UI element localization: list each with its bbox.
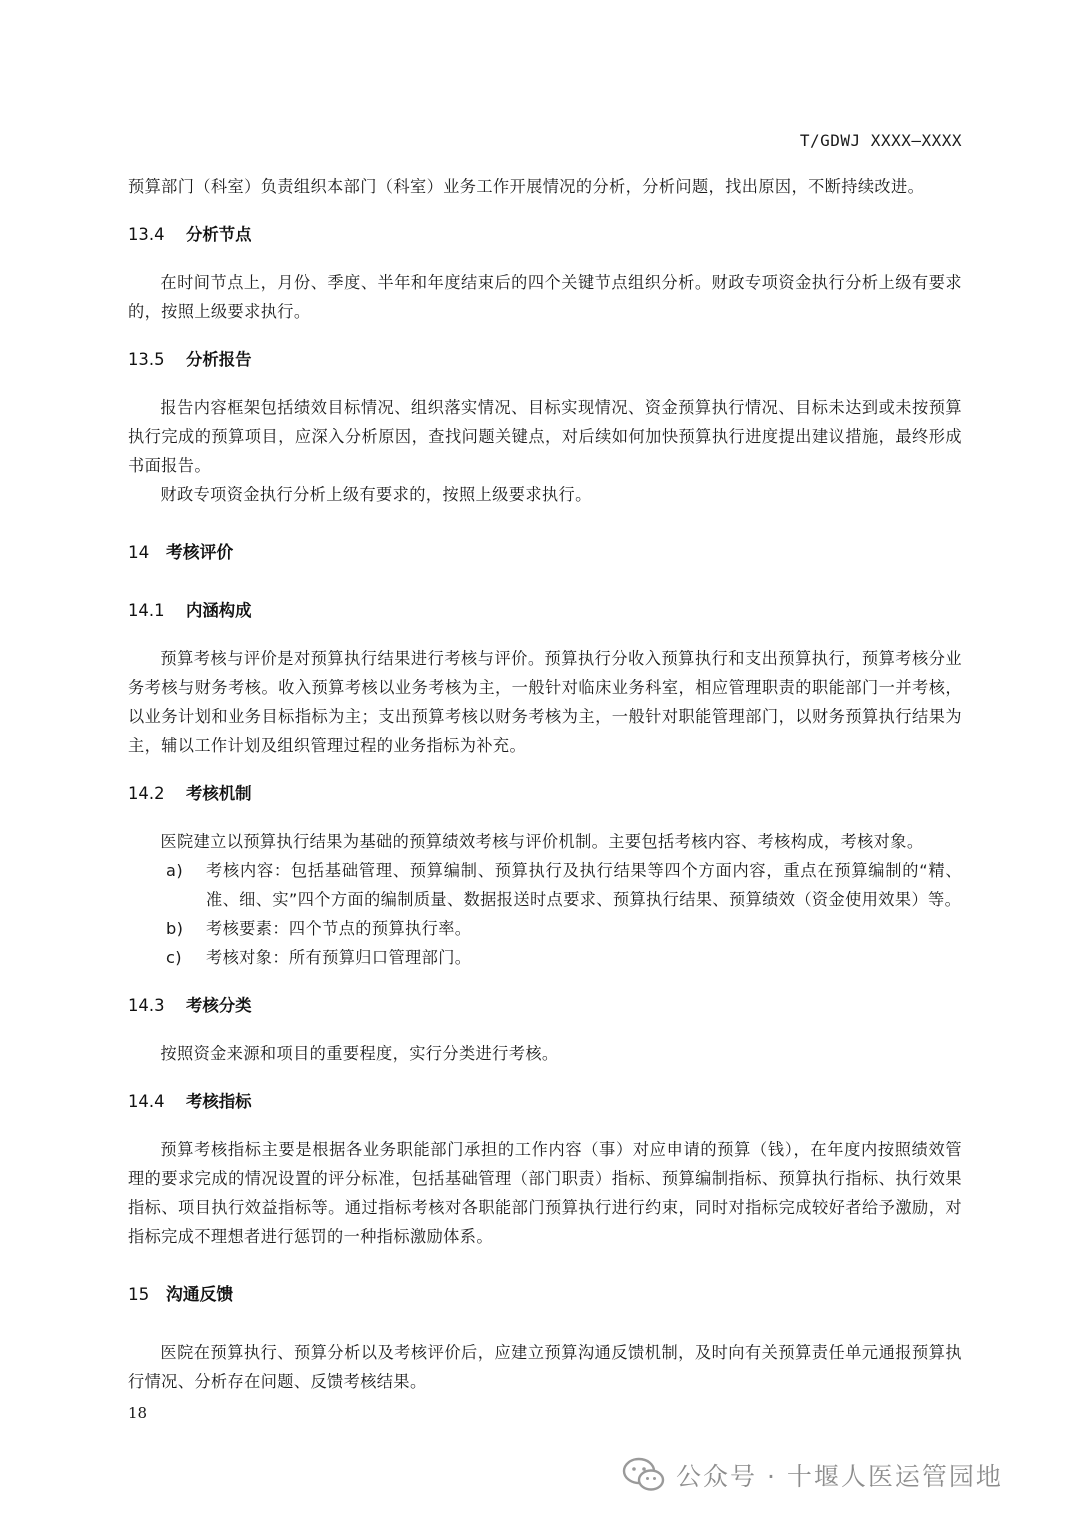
paragraph: 预算考核与评价是对预算执行结果进行考核与评价。预算执行分收入预算执行和支出预算执行，预算考核分业务考核与财务考核。收入预算考核以业务考核为主，一般针对临床业务科室，相应管理职责的职能部门一并考核，以业务计划和业务目标指标为主；支出预算考核以财务考核为主，一般针对职能管理部门，以财务预算执行结果为主，辅以工作计划及组织管理过程的业务指标为补充。 (128, 649, 962, 755)
section-14-4-heading: 14.4 考核指标 (128, 1092, 252, 1111)
paragraph: 医院建立以预算执行结果为基础的预算绩效考核与评价机制。主要包括考核内容、考核构成，考核对象。 (160, 832, 924, 851)
paragraph: 在时间节点上，月份、季度、半年和年度结束后的四个关键节点组织分析。财政专项资金执行分析上级有要求的，按照上级要求执行。 (128, 273, 962, 321)
paragraph-continued: 预算部门（科室）负责组织本部门（科室）业务工作开展情况的分析，分析问题，找出原因，不断持续改进。 (128, 177, 925, 196)
paragraph: 财政专项资金执行分析上级有要求的，按照上级要求执行。 (160, 485, 592, 504)
chapter-15-heading: 15 沟通反馈 (128, 1284, 234, 1304)
section-14-2-heading: 14.2 考核机制 (128, 784, 252, 803)
list-item: a) 考核内容：包括基础管理、预算编制、预算执行及执行结果等四个方面内容，重点在预算编制的“精、准、细、实”四个方面的编制质量、数据报送时点要求、预算执行结果、预算绩效（资金使用效果）等。 (166, 861, 962, 909)
section-13-5-heading: 13.5 分析报告 (128, 350, 252, 369)
watermark (622, 1452, 1003, 1498)
paragraph: 按照资金来源和项目的重要程度，实行分类进行考核。 (160, 1044, 559, 1063)
document-code: T/GDWJ XXXX—XXXX (799, 131, 962, 150)
list-item: c) 考核对象：所有预算归口管理部门。 (166, 948, 472, 967)
chapter-14-heading: 14 考核评价 (128, 542, 234, 562)
section-14-3-heading: 14.3 考核分类 (128, 996, 252, 1015)
paragraph: 预算考核指标主要是根据各业务职能部门承担的工作内容（事）对应申请的预算（钱），在年度内按照绩效管理的要求完成的情况设置的评分标准，包括基础管理（部门职责）指标、预算编制指标、预算执行指标、执行效果指标、项目执行效益指标等。通过指标考核对各职能部门预算执行进行约束，同时对指标完成较好者给予激励，对指标完成不理想者进行惩罚的一种指标激励体系。 (128, 1140, 962, 1246)
section-14-1-heading: 14.1 内涵构成 (128, 601, 252, 620)
document-body (128, 172, 962, 1396)
list-item: b) 考核要素：四个节点的预算执行率。 (166, 919, 472, 938)
watermark-text: 公众号 · 十堰人医运管园地 (676, 1462, 1003, 1491)
page-number: 18 (128, 1404, 148, 1422)
paragraph: 报告内容框架包括绩效目标情况、组织落实情况、目标实现情况、资金预算执行情况、目标未达到或未按预算执行完成的预算项目，应深入分析原因，查找问题关键点，对后续如何加快预算执行进度提出建议措施，最终形成书面报告。 (128, 398, 962, 475)
section-13-4-heading: 13.4 分析节点 (128, 225, 252, 244)
paragraph: 医院在预算执行、预算分析以及考核评价后，应建立预算沟通反馈机制，及时向有关预算责任单元通报预算执行情况、分析存在问题、反馈考核结果。 (128, 1343, 962, 1391)
wechat-icon (622, 1457, 666, 1493)
